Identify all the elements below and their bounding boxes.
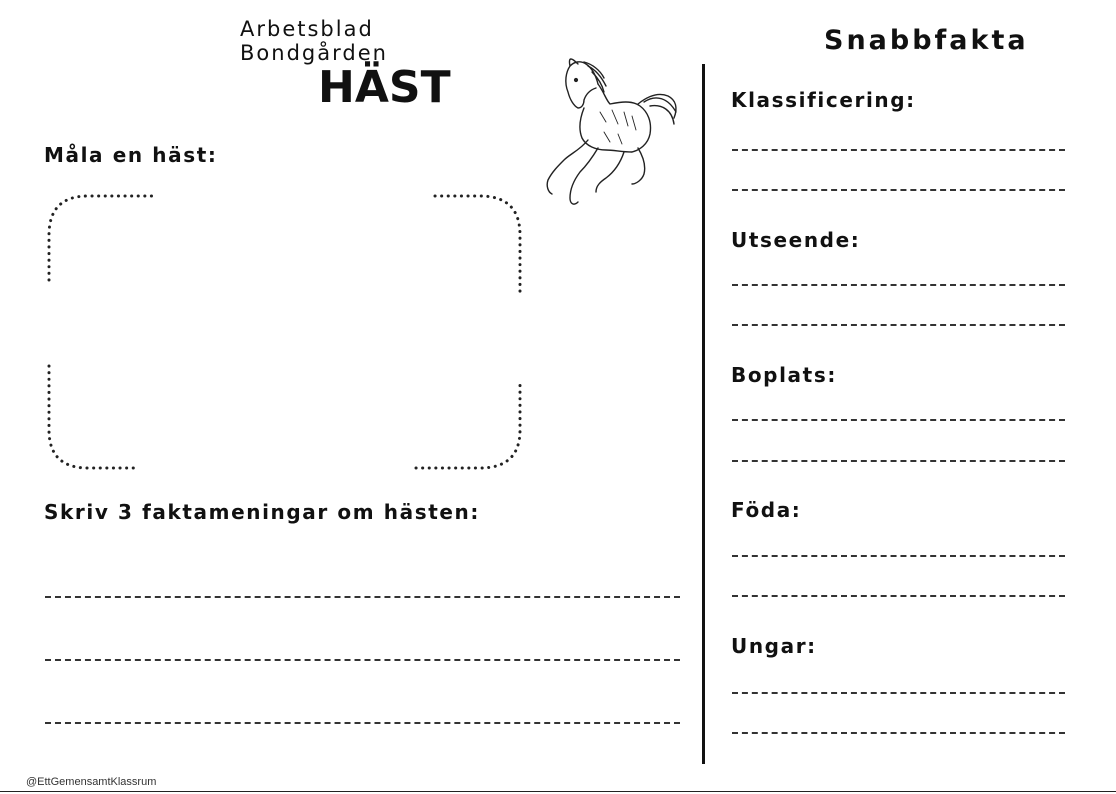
- quick-facts-heading: Snabbfakta: [824, 25, 1029, 56]
- fact-line[interactable]: [732, 732, 1065, 734]
- fact-label-food: Föda:: [731, 498, 802, 522]
- writing-line[interactable]: [45, 596, 680, 598]
- column-divider: [702, 64, 705, 764]
- worksheet-title: Arbetsblad Bondgården: [240, 17, 388, 65]
- fact-line[interactable]: [732, 555, 1065, 557]
- fact-label-habitat: Boplats:: [731, 363, 837, 387]
- fact-line[interactable]: [732, 595, 1065, 597]
- fact-line[interactable]: [732, 692, 1065, 694]
- draw-prompt: Måla en häst:: [44, 143, 218, 167]
- fact-label-appearance: Utseende:: [731, 228, 861, 252]
- fact-line[interactable]: [732, 284, 1065, 286]
- fact-line[interactable]: [732, 149, 1065, 151]
- writing-line[interactable]: [45, 722, 680, 724]
- fact-line[interactable]: [732, 189, 1065, 191]
- fact-label-classification: Klassificering:: [731, 88, 916, 112]
- facts-prompt: Skriv 3 faktameningar om hästen:: [44, 500, 480, 524]
- writing-line[interactable]: [45, 659, 680, 661]
- drawing-area[interactable]: [40, 185, 535, 480]
- bottom-rule: [0, 791, 1116, 792]
- animal-title: HÄST: [318, 62, 451, 113]
- fact-label-young: Ungar:: [731, 634, 817, 658]
- fact-line[interactable]: [732, 419, 1065, 421]
- fact-line[interactable]: [732, 324, 1065, 326]
- credit-text: @EttGemensamtKlassrum: [26, 776, 157, 788]
- fact-line[interactable]: [732, 460, 1065, 462]
- horse-illustration: [540, 52, 690, 212]
